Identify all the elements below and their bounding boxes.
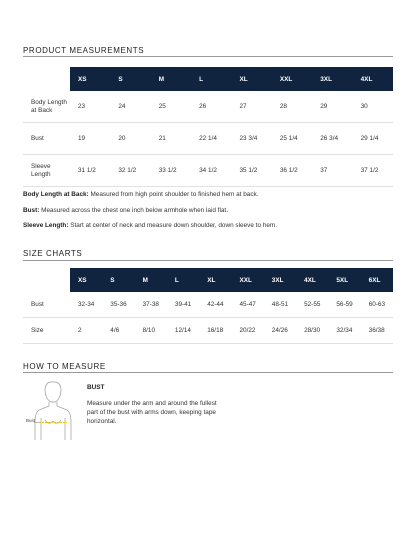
table-cell: 35 1/2 (232, 155, 272, 187)
table-cell: 52-55 (296, 292, 328, 318)
size-header: 5XL (328, 268, 360, 292)
table-cell: 39-41 (167, 292, 199, 318)
bust-measure-figure (25, 378, 85, 440)
definition-term: Sleeve Length: (23, 222, 69, 229)
table-cell: 33 1/2 (151, 155, 191, 187)
table-cell: 21 (151, 123, 191, 155)
size-header: 6XL (361, 268, 393, 292)
table-cell: 28 (272, 91, 312, 123)
measurement-definitions (23, 190, 393, 237)
definition-term: Bust: (23, 206, 40, 214)
size-charts-header-row (23, 268, 393, 292)
figure-bust-label: Bust (26, 418, 36, 423)
size-header: XXL (272, 67, 312, 91)
how-to-measure-title: HOW TO MEASURE (23, 362, 106, 371)
table-cell: 23 3/4 (232, 123, 272, 155)
size-header: 4XL (353, 67, 393, 91)
table-cell: 31 1/2 (70, 155, 110, 187)
how-to-measure-rule (23, 372, 393, 373)
size-header: L (167, 268, 199, 292)
size-header: M (135, 268, 167, 292)
definition-text: Measured across the chest one inch below armhole when laid flat. (39, 206, 228, 214)
table-row (23, 91, 393, 123)
header-corner (23, 67, 70, 91)
table-cell: 20 (110, 123, 150, 155)
table-cell: 28/30 (296, 318, 328, 344)
row-label: Bust (23, 292, 70, 318)
table-cell: 60-63 (361, 292, 393, 318)
table-cell: 24/26 (264, 318, 296, 344)
row-label: Sleeve Length (23, 155, 70, 187)
table-cell: 19 (70, 123, 110, 155)
table-cell: 56-59 (328, 292, 360, 318)
bust-heading: BUST (87, 384, 105, 391)
definition-item (23, 190, 393, 206)
product-measurements-table (23, 67, 393, 187)
table-cell: 20/22 (231, 318, 263, 344)
size-header: XS (70, 67, 110, 91)
table-cell: 32 1/2 (110, 155, 150, 187)
table-cell: 24 (110, 91, 150, 123)
table-cell: 37 1/2 (353, 155, 393, 187)
table-row (23, 292, 393, 318)
table-cell: 35-36 (102, 292, 134, 318)
product-measurements-header-row (23, 67, 393, 91)
size-header: 3XL (264, 268, 296, 292)
row-label: Bust (23, 123, 70, 155)
bust-instruction-text: Measure under the arm and around the fullest part of the bust with arms down, keeping tape horizontal. (87, 400, 217, 425)
table-cell: 8/10 (135, 318, 167, 344)
table-cell: 12/14 (167, 318, 199, 344)
header-corner (23, 268, 70, 292)
definition-term: Body Length at Back: (23, 191, 89, 198)
table-cell: 27 (232, 91, 272, 123)
table-cell: 42-44 (199, 292, 231, 318)
table-row (23, 318, 393, 344)
table-cell: 29 (312, 91, 352, 123)
size-header: L (191, 67, 231, 91)
table-cell: 2 (70, 318, 102, 344)
row-label: Body Length at Back (23, 91, 70, 123)
table-cell: 32-34 (70, 292, 102, 318)
size-header: S (110, 67, 150, 91)
table-cell: 36 1/2 (272, 155, 312, 187)
bust-instruction (87, 384, 217, 426)
table-cell: 16/18 (199, 318, 231, 344)
table-cell: 34 1/2 (191, 155, 231, 187)
size-header: 3XL (312, 67, 352, 91)
definition-item (23, 206, 393, 222)
table-cell: 26 3/4 (312, 123, 352, 155)
table-cell: 32/34 (328, 318, 360, 344)
size-header: XL (232, 67, 272, 91)
size-charts-table (23, 268, 393, 344)
size-header: M (151, 67, 191, 91)
table-cell: 23 (70, 91, 110, 123)
size-header: 4XL (296, 268, 328, 292)
table-cell: 36/38 (361, 318, 393, 344)
female-torso-icon (25, 378, 85, 440)
size-header: XXL (231, 268, 263, 292)
table-cell: 37 (312, 155, 352, 187)
table-cell: 48-51 (264, 292, 296, 318)
size-charts-title: SIZE CHARTS (23, 249, 83, 258)
table-cell: 29 1/4 (353, 123, 393, 155)
size-header: XL (199, 268, 231, 292)
size-header: XS (70, 268, 102, 292)
table-cell: 30 (353, 91, 393, 123)
table-cell: 4/6 (102, 318, 134, 344)
definition-text: Measured from high point shoulder to finished hem at back. (88, 191, 259, 198)
table-cell: 37-38 (135, 292, 167, 318)
table-cell: 25 1/4 (272, 123, 312, 155)
definition-text: Start at center of neck and measure down shoulder, down sleeve to hem. (68, 222, 277, 229)
size-header: S (102, 268, 134, 292)
table-cell: 45-47 (231, 292, 263, 318)
row-label: Size (23, 318, 70, 344)
product-measurements-rule (23, 56, 393, 57)
table-row (23, 123, 393, 155)
table-row (23, 155, 393, 187)
product-measurements-title: PRODUCT MEASUREMENTS (23, 46, 145, 55)
table-cell: 22 1/4 (191, 123, 231, 155)
definition-item (23, 221, 393, 237)
table-cell: 26 (191, 91, 231, 123)
table-cell: 25 (151, 91, 191, 123)
size-charts-rule (23, 260, 393, 261)
